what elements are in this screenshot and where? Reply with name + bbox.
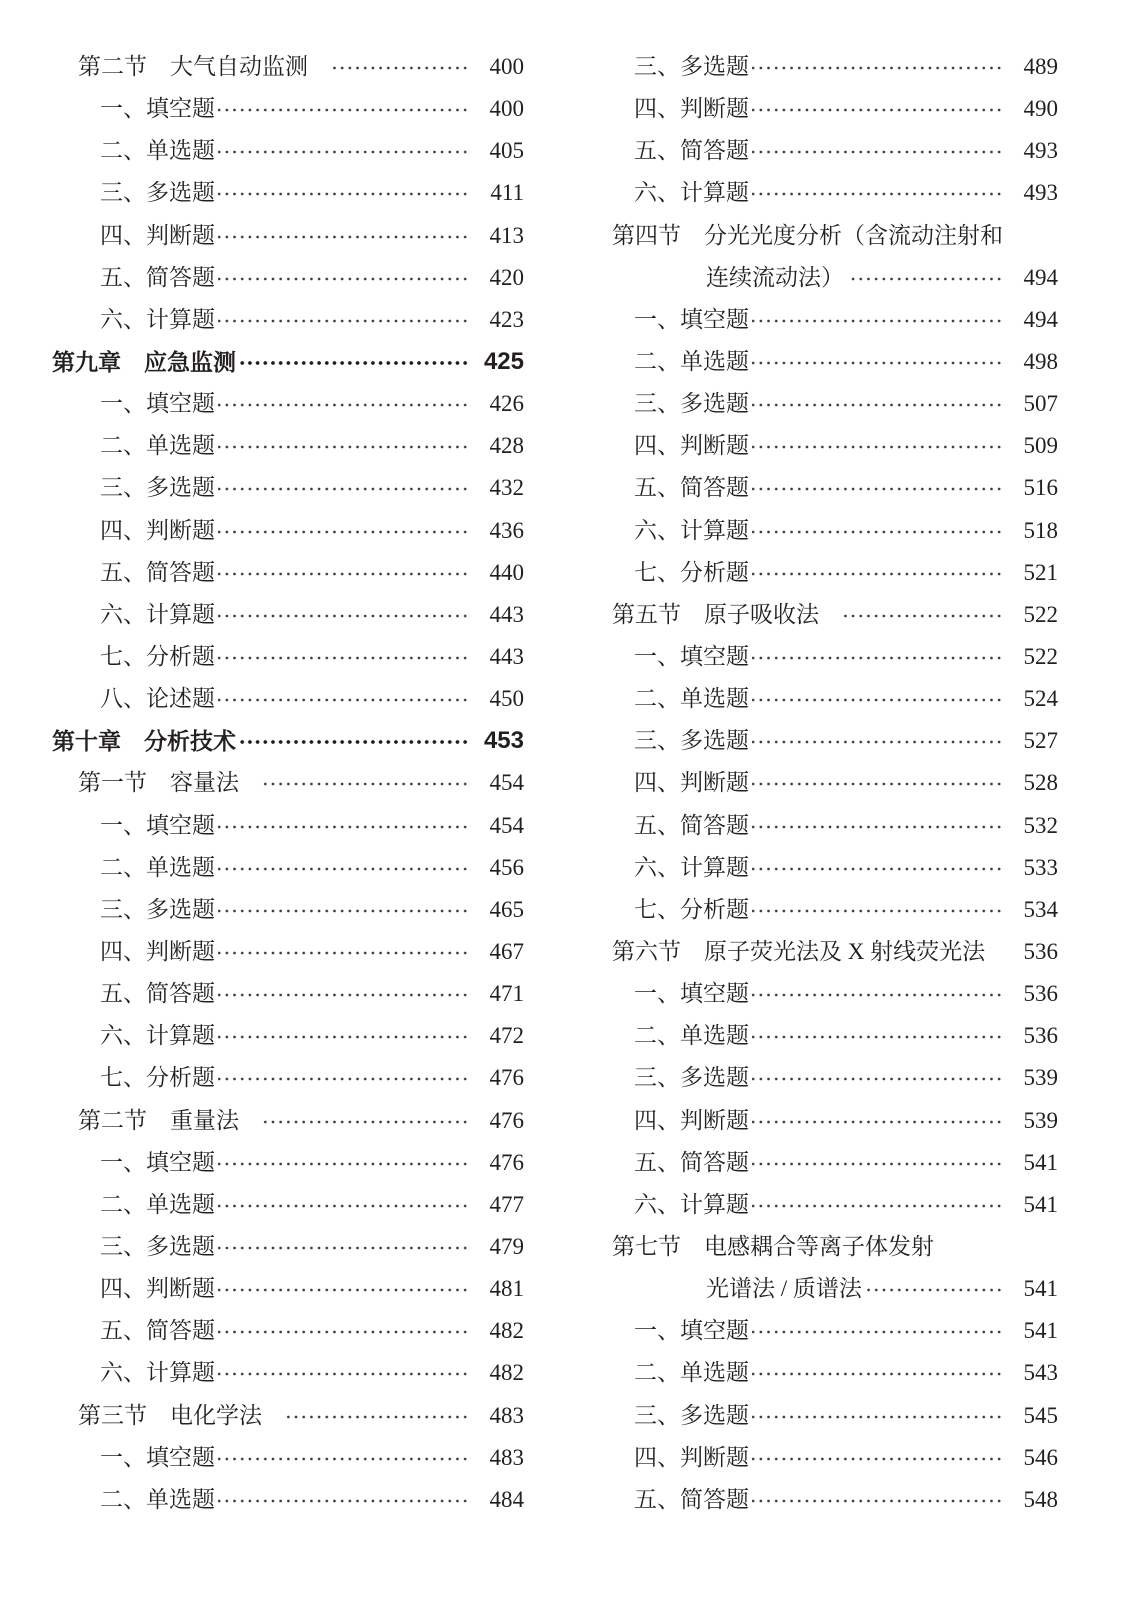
- entry-title: 六、计算题: [634, 517, 749, 543]
- page-number: 483: [489, 1444, 524, 1470]
- entry-title: 五、简答题: [100, 1318, 215, 1344]
- dot-leader: [862, 1268, 1004, 1310]
- section-entry: [612, 1226, 1058, 1268]
- question-type-entry: [78, 1142, 524, 1184]
- dot-leader: [749, 299, 1004, 341]
- entry-title: 二、单选题: [100, 1486, 215, 1512]
- dot-leader: [215, 552, 470, 594]
- question-type-entry: [78, 1352, 524, 1394]
- question-type-entry: [612, 299, 1058, 341]
- dot-leader: [215, 1226, 470, 1268]
- page-number: 477: [489, 1191, 524, 1217]
- entry-title: 五、简答题: [100, 559, 215, 585]
- entry-title: 二、单选题: [634, 1023, 749, 1049]
- page-number: 541: [1023, 1149, 1058, 1175]
- page-number: 476: [489, 1065, 524, 1091]
- entry-title: 光谱法 / 质谱法: [706, 1276, 862, 1302]
- page-number: 483: [489, 1402, 524, 1428]
- question-type-entry: [612, 1479, 1058, 1521]
- dot-leader: [215, 510, 470, 552]
- entry-title: 一、填空题: [634, 1318, 749, 1344]
- question-type-entry: [612, 341, 1058, 383]
- question-type-entry: [78, 889, 524, 931]
- dot-leader: [215, 383, 470, 425]
- entry-title: 六、计算题: [634, 854, 749, 880]
- question-type-entry: [612, 88, 1058, 130]
- entry-title: 五、简答题: [634, 1149, 749, 1175]
- dot-leader: [749, 1310, 1004, 1352]
- dot-leader: [215, 931, 470, 973]
- page-number: 541: [1023, 1191, 1058, 1217]
- entry-title: 一、填空题: [634, 643, 749, 669]
- page-number: 541: [1023, 1318, 1058, 1344]
- question-type-entry: [78, 425, 524, 467]
- dot-leader: [749, 973, 1004, 1015]
- dot-leader: [215, 1352, 470, 1394]
- dot-leader: [749, 510, 1004, 552]
- dot-leader: [236, 720, 470, 762]
- page-number: 467: [489, 938, 524, 964]
- dot-leader: [819, 594, 1004, 636]
- question-type-entry: [78, 805, 524, 847]
- page-number: 543: [1023, 1360, 1058, 1386]
- question-type-entry: [78, 1437, 524, 1479]
- toc-column-left: [52, 46, 524, 1521]
- question-type-entry: [612, 1015, 1058, 1057]
- question-type-entry: [612, 1395, 1058, 1437]
- dot-leader: [215, 594, 470, 636]
- entry-title: 一、填空题: [100, 96, 215, 122]
- entry-title: 七、分析题: [100, 643, 215, 669]
- chapter-entry: [52, 341, 524, 383]
- entry-title: 四、判断题: [100, 1276, 215, 1302]
- question-type-entry: [78, 88, 524, 130]
- question-type-entry: [78, 931, 524, 973]
- question-type-entry: [612, 678, 1058, 720]
- page-number: 420: [489, 264, 524, 290]
- page-number: 465: [489, 896, 524, 922]
- page-number: 534: [1023, 896, 1058, 922]
- page-number: 498: [1023, 348, 1058, 374]
- entry-title: 二、单选题: [100, 433, 215, 459]
- page-number: 493: [1023, 138, 1058, 164]
- page-number: 539: [1023, 1065, 1058, 1091]
- question-type-entry: [612, 172, 1058, 214]
- entry-title: 四、判断题: [100, 517, 215, 543]
- entry-title: 六、计算题: [100, 306, 215, 332]
- dot-leader: [749, 130, 1004, 172]
- dot-leader: [215, 678, 470, 720]
- page-number: 405: [489, 138, 524, 164]
- page-number: 479: [489, 1233, 524, 1259]
- dot-leader: [749, 172, 1004, 214]
- dot-leader: [215, 805, 470, 847]
- dot-leader: [215, 1437, 470, 1479]
- question-type-entry: [612, 1142, 1058, 1184]
- dot-leader: [239, 762, 470, 804]
- entry-title: 第五节 原子吸收法: [612, 601, 819, 627]
- section-entry: [78, 762, 524, 804]
- section-entry: [78, 1395, 524, 1437]
- dot-leader: [215, 257, 470, 299]
- dot-leader: [749, 1142, 1004, 1184]
- page-number: 432: [489, 475, 524, 501]
- page-number: 527: [1023, 728, 1058, 754]
- page-number: 436: [489, 517, 524, 543]
- dot-leader: [844, 257, 1004, 299]
- entry-title: 一、填空题: [100, 812, 215, 838]
- question-type-entry: [78, 1268, 524, 1310]
- question-type-entry: [78, 552, 524, 594]
- entry-title: 三、多选题: [100, 896, 215, 922]
- dot-leader: [749, 425, 1004, 467]
- question-type-entry: [612, 130, 1058, 172]
- dot-leader: [749, 467, 1004, 509]
- section-title-continuation: [612, 1268, 1058, 1310]
- dot-leader: [749, 636, 1004, 678]
- question-type-entry: [78, 847, 524, 889]
- page-number: 443: [489, 601, 524, 627]
- entry-title: 六、计算题: [634, 180, 749, 206]
- section-title-continuation: [612, 257, 1058, 299]
- entry-title: 第二节 大气自动监测: [78, 54, 308, 79]
- question-type-entry: [78, 299, 524, 341]
- entry-title: 七、分析题: [634, 559, 749, 585]
- entry-title: 第六节 原子荧光法及 X 射线荧光法: [612, 938, 986, 964]
- entry-title: 第二节 重量法: [78, 1107, 239, 1133]
- page-number: 536: [1023, 1023, 1058, 1049]
- question-type-entry: [612, 383, 1058, 425]
- entry-title: 五、简答题: [634, 812, 749, 838]
- entry-title: 一、填空题: [634, 981, 749, 1007]
- entry-title: 一、填空题: [100, 1149, 215, 1175]
- question-type-entry: [612, 1437, 1058, 1479]
- dot-leader: [215, 467, 470, 509]
- question-type-entry: [612, 1057, 1058, 1099]
- page-number: 518: [1023, 517, 1058, 543]
- entry-title: 六、计算题: [634, 1191, 749, 1217]
- toc-column-right: [612, 46, 1058, 1521]
- entry-title: 六、计算题: [100, 1360, 215, 1386]
- page-number: 494: [1023, 264, 1058, 290]
- entry-title: 三、多选题: [100, 180, 215, 206]
- entry-title: 六、计算题: [100, 601, 215, 627]
- page-number: 493: [1023, 180, 1058, 206]
- entry-title: 四、判断题: [634, 433, 749, 459]
- dot-leader: [749, 88, 1004, 130]
- question-type-entry: [78, 257, 524, 299]
- entry-title: 四、判断题: [100, 222, 215, 248]
- dot-leader: [749, 552, 1004, 594]
- section-entry: [78, 46, 524, 88]
- page-number: 443: [489, 643, 524, 669]
- dot-leader: [215, 1057, 470, 1099]
- page-number: 536: [1023, 938, 1058, 964]
- dot-leader: [215, 215, 470, 257]
- entry-title: 五、简答题: [634, 138, 749, 164]
- page-number: 411: [490, 180, 524, 206]
- dot-leader: [749, 1184, 1004, 1226]
- page-number: 521: [1023, 559, 1058, 585]
- dot-leader: [215, 1310, 470, 1352]
- page-number: 536: [1023, 981, 1058, 1007]
- entry-title: 三、多选题: [634, 54, 749, 79]
- section-entry: [612, 215, 1058, 257]
- entry-title: 第十章 分析技术: [52, 728, 236, 755]
- entry-title: 二、单选题: [634, 686, 749, 712]
- question-type-entry: [612, 467, 1058, 509]
- page-number: 476: [489, 1149, 524, 1175]
- page-number: 539: [1023, 1107, 1058, 1133]
- question-type-entry: [78, 1184, 524, 1226]
- page-number: 476: [489, 1107, 524, 1133]
- dot-leader: [215, 973, 470, 1015]
- page-number: 524: [1023, 686, 1058, 712]
- question-type-entry: [612, 510, 1058, 552]
- entry-title: 六、计算题: [100, 1023, 215, 1049]
- entry-title: 第九章 应急监测: [52, 348, 236, 375]
- page-number: 400: [489, 96, 524, 122]
- section-entry: [612, 594, 1058, 636]
- dot-leader: [749, 889, 1004, 931]
- page-number: 533: [1023, 854, 1058, 880]
- dot-leader: [215, 636, 470, 678]
- page-number: 413: [489, 222, 524, 248]
- page-number: 494: [1023, 306, 1058, 332]
- dot-leader: [308, 46, 470, 88]
- entry-title: 五、简答题: [100, 981, 215, 1007]
- page-number: 545: [1023, 1402, 1058, 1428]
- dot-leader: [215, 847, 470, 889]
- dot-leader: [985, 931, 1004, 973]
- dot-leader: [215, 1184, 470, 1226]
- page-number: 440: [489, 559, 524, 585]
- entry-title: 四、判断题: [100, 938, 215, 964]
- page-number: 541: [1023, 1276, 1058, 1302]
- dot-leader: [749, 678, 1004, 720]
- question-type-entry: [612, 1310, 1058, 1352]
- question-type-entry: [612, 1100, 1058, 1142]
- entry-title: 八、论述题: [100, 686, 215, 712]
- question-type-entry: [612, 636, 1058, 678]
- question-type-entry: [612, 425, 1058, 467]
- dot-leader: [749, 383, 1004, 425]
- dot-leader: [215, 172, 470, 214]
- dot-leader: [239, 1100, 470, 1142]
- entry-title: 第七节 电感耦合等离子体发射: [612, 1233, 934, 1259]
- entry-title: 二、单选题: [634, 348, 749, 374]
- question-type-entry: [78, 510, 524, 552]
- page-number: 400: [489, 54, 524, 79]
- question-type-entry: [78, 1057, 524, 1099]
- section-entry: [78, 1100, 524, 1142]
- question-type-entry: [612, 762, 1058, 804]
- dot-leader: [215, 1268, 470, 1310]
- question-type-entry: [78, 973, 524, 1015]
- dot-leader: [749, 805, 1004, 847]
- page-number: 490: [1023, 96, 1058, 122]
- page-number: 423: [489, 306, 524, 332]
- dot-leader: [749, 720, 1004, 762]
- question-type-entry: [78, 1310, 524, 1352]
- dot-leader: [749, 1352, 1004, 1394]
- entry-title: 七、分析题: [634, 896, 749, 922]
- entry-title: 二、单选题: [100, 854, 215, 880]
- dot-leader: [749, 1479, 1004, 1521]
- page-number: 481: [489, 1276, 524, 1302]
- dot-leader: [749, 46, 1004, 88]
- entry-title: 一、填空题: [100, 1444, 215, 1470]
- entry-title: 五、简答题: [634, 475, 749, 501]
- page-number: 532: [1023, 812, 1058, 838]
- entry-title: 四、判断题: [634, 770, 749, 796]
- dot-leader: [749, 1015, 1004, 1057]
- page-number: 546: [1023, 1444, 1058, 1470]
- page-number: 516: [1023, 475, 1058, 501]
- question-type-entry: [78, 1479, 524, 1521]
- entry-title: 第一节 容量法: [78, 770, 239, 796]
- dot-leader: [215, 889, 470, 931]
- entry-title: 三、多选题: [100, 475, 215, 501]
- page-number: 522: [1023, 601, 1058, 627]
- question-type-entry: [612, 889, 1058, 931]
- entry-title: 五、简答题: [634, 1486, 749, 1512]
- entry-title: 五、简答题: [100, 264, 215, 290]
- question-type-entry: [612, 805, 1058, 847]
- dot-leader: [749, 762, 1004, 804]
- question-type-entry: [612, 720, 1058, 762]
- entry-title: 四、判断题: [634, 1107, 749, 1133]
- entry-title: 三、多选题: [100, 1233, 215, 1259]
- question-type-entry: [612, 46, 1058, 88]
- question-type-entry: [612, 1352, 1058, 1394]
- entry-title: 二、单选题: [634, 1360, 749, 1386]
- question-type-entry: [78, 1015, 524, 1057]
- page-number: 472: [489, 1023, 524, 1049]
- question-type-entry: [612, 1184, 1058, 1226]
- entry-title: 三、多选题: [634, 728, 749, 754]
- question-type-entry: [78, 215, 524, 257]
- chapter-entry: [52, 720, 524, 762]
- section-entry: [612, 931, 1058, 973]
- page-number: 522: [1023, 643, 1058, 669]
- question-type-entry: [612, 847, 1058, 889]
- dot-leader: [215, 1479, 470, 1521]
- dot-leader: [215, 130, 470, 172]
- page-number: 509: [1023, 433, 1058, 459]
- page-number: 482: [489, 1318, 524, 1344]
- page-number: 528: [1023, 770, 1058, 796]
- dot-leader: [749, 1100, 1004, 1142]
- question-type-entry: [78, 172, 524, 214]
- entry-title: 一、填空题: [100, 391, 215, 417]
- dot-leader: [749, 1057, 1004, 1099]
- page-number: 489: [1023, 54, 1058, 79]
- entry-title: 第四节 分光光度分析（含流动注射和: [612, 222, 1003, 248]
- entry-title: 四、判断题: [634, 96, 749, 122]
- question-type-entry: [78, 467, 524, 509]
- dot-leader: [215, 425, 470, 467]
- question-type-entry: [78, 678, 524, 720]
- question-type-entry: [78, 130, 524, 172]
- page-number: 426: [489, 391, 524, 417]
- entry-title: 四、判断题: [634, 1444, 749, 1470]
- page-number: 428: [489, 433, 524, 459]
- dot-leader: [215, 299, 470, 341]
- page-number: 454: [489, 812, 524, 838]
- question-type-entry: [78, 383, 524, 425]
- entry-title: 七、分析题: [100, 1065, 215, 1091]
- entry-title: 二、单选题: [100, 1191, 215, 1217]
- dot-leader: [749, 1437, 1004, 1479]
- dot-leader: [215, 1015, 470, 1057]
- entry-title: 三、多选题: [634, 1402, 749, 1428]
- page-number: 453: [483, 727, 524, 755]
- question-type-entry: [612, 552, 1058, 594]
- question-type-entry: [78, 636, 524, 678]
- page-number: 507: [1023, 391, 1058, 417]
- dot-leader: [236, 341, 470, 383]
- page-number: 482: [489, 1360, 524, 1386]
- page-number: 456: [489, 854, 524, 880]
- entry-title: 二、单选题: [100, 138, 215, 164]
- page-number: 548: [1023, 1486, 1058, 1512]
- dot-leader: [215, 88, 470, 130]
- entry-title: 第三节 电化学法: [78, 1402, 262, 1428]
- page-number: 450: [489, 686, 524, 712]
- page-number: 425: [483, 347, 524, 375]
- entry-title: 一、填空题: [634, 306, 749, 332]
- page-number: 471: [489, 981, 524, 1007]
- dot-leader: [749, 341, 1004, 383]
- dot-leader: [215, 1142, 470, 1184]
- dot-leader: [749, 847, 1004, 889]
- question-type-entry: [78, 1226, 524, 1268]
- entry-title: 三、多选题: [634, 391, 749, 417]
- question-type-entry: [78, 594, 524, 636]
- page-number: 484: [489, 1486, 524, 1512]
- page-number: 454: [489, 770, 524, 796]
- dot-leader: [749, 1395, 1004, 1437]
- entry-title: 连续流动法）: [706, 264, 844, 290]
- entry-title: 三、多选题: [634, 1065, 749, 1091]
- question-type-entry: [612, 973, 1058, 1015]
- dot-leader: [262, 1395, 470, 1437]
